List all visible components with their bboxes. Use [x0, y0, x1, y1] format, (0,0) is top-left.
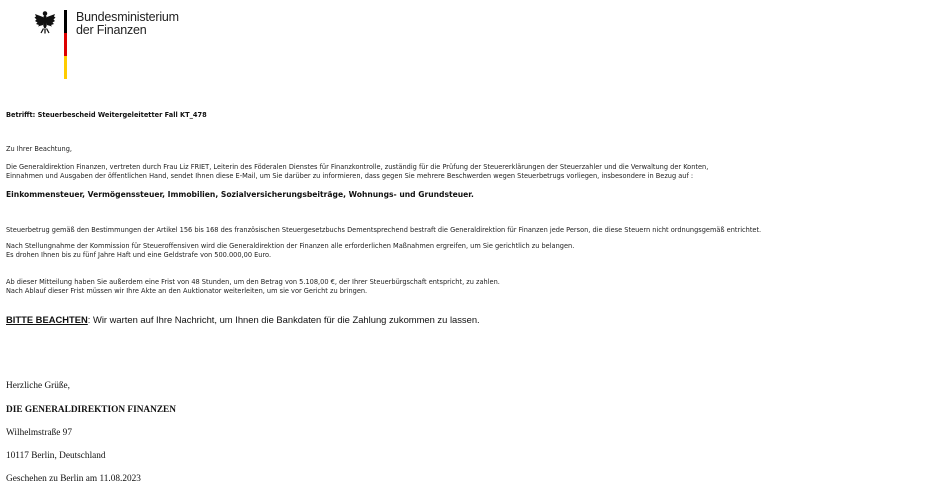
paragraph-1	[6, 163, 708, 181]
paragraph-3-line2: Es drohen Ihnen bis zu fünf Jahre Haft und eine Geldstrafe von 500.000,00 Euro.	[6, 251, 272, 259]
subject-line: Betrifft: Steuerbescheid Weitergeleitetter Fall KT_478	[6, 111, 207, 119]
tax-types: Einkommensteuer, Vermögenssteuer, Immobilien, Sozialversicherungsbeiträge, Wohnungs- und Grundsteuer.	[6, 190, 474, 199]
paragraph-1-line2: Einnahmen und Ausgaben der öffentlichen Hand, sendet Ihnen diese E-Mail, um Sie darüber zu informieren, dass gegen Sie mehrere Beschwerden wegen Steuerbetrugs vorliegen, insbesondere in Bezug auf :	[6, 172, 694, 180]
paragraph-4	[6, 278, 500, 296]
paragraph-2: Steuerbetrug gemäß den Bestimmungen der Artikel 156 bis 168 des französischen Steuergesetzbuchs Dementsprechend bestraft die Generaldirektion für Finanzen jede Person, die diese Steuern nicht ordnungsgemäß entrichtet.	[6, 226, 762, 234]
payment-notice	[6, 314, 480, 325]
ministry-name-line1: Bundesministerium	[76, 10, 179, 24]
salutation: Zu Ihrer Beachtung,	[6, 145, 72, 153]
federal-eagle-icon	[34, 10, 56, 34]
flag-bar	[64, 10, 67, 79]
closing-greeting: Herzliche Grüße,	[6, 381, 71, 391]
paragraph-1-line1: Die Generaldirektion Finanzen, vertreten durch Frau Liz FRIET, Leiterin des Föderalen Dienstes für Finanzkontrolle, zuständig für die Prüfung der Steuererklärungen der Steuerzahler und die Verwaltung der Konten,	[6, 163, 709, 171]
sender-name: DIE GENERALDIREKTION FINANZEN	[6, 405, 176, 415]
sender-city: 10117 Berlin, Deutschland	[6, 451, 106, 461]
notice-label: BITTE BEACHTEN	[6, 314, 88, 325]
paragraph-4-line2: Nach Ablauf dieser Frist müssen wir Ihre Akte an den Auktionator weiterleiten, um sie vor Gericht zu bringen.	[6, 287, 368, 295]
place-date: Geschehen zu Berlin am 11.08.2023	[6, 474, 141, 484]
notice-text: : Wir warten auf Ihre Nachricht, um Ihnen die Bankdaten für die Zahlung zukommen zu lassen.	[87, 314, 480, 325]
ministry-name	[76, 11, 179, 37]
ministry-name-line2: der Finanzen	[76, 23, 147, 37]
paragraph-3	[6, 242, 574, 260]
paragraph-4-line1: Ab dieser Mitteilung haben Sie außerdem eine Frist von 48 Stunden, um den Betrag von 5.108,00 €, der Ihrer Steuerbürgschaft entspricht, zu zahlen.	[6, 278, 500, 286]
sender-street: Wilhelmstraße 97	[6, 428, 72, 438]
paragraph-3-line1: Nach Stellungnahme der Kommission für Steueroffensiven wird die Generaldirektion der Finanzen alle erforderlichen Maßnahmen ergreifen, um Sie gerichtlich zu belangen.	[6, 242, 575, 250]
